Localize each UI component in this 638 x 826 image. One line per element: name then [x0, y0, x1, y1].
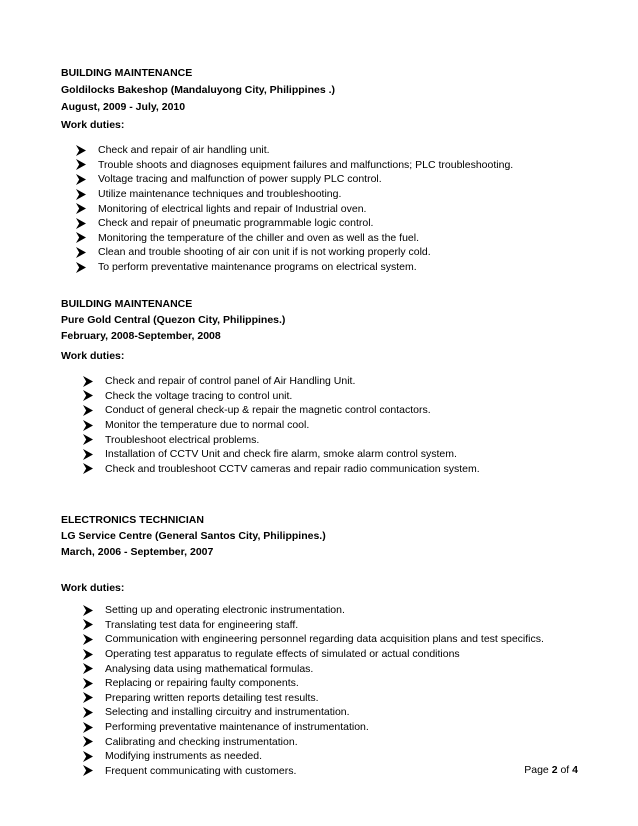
list-item	[76, 187, 513, 202]
arrow-bullet-icon	[76, 145, 98, 156]
list-item	[83, 647, 544, 662]
list-item	[83, 705, 544, 720]
list-item	[83, 418, 480, 433]
arrow-bullet-icon	[76, 174, 98, 185]
duty-text: Setting up and operating electronic instrumentation.	[105, 604, 345, 617]
arrow-bullet-icon	[76, 247, 98, 258]
list-item	[83, 403, 480, 418]
job-title: BUILDING MAINTENANCE	[61, 298, 193, 310]
arrow-bullet-icon	[76, 189, 98, 200]
duty-text: Installation of CCTV Unit and check fire alarm, smoke alarm control system.	[105, 448, 457, 461]
arrow-bullet-icon	[83, 376, 105, 387]
duty-text: Clean and trouble shooting of air con unit if is not working properly cold.	[98, 246, 431, 259]
arrow-bullet-icon	[83, 649, 105, 660]
arrow-bullet-icon	[76, 262, 98, 273]
arrow-bullet-icon	[83, 619, 105, 630]
duty-text: Conduct of general check-up & repair the magnetic control contactors.	[105, 404, 431, 417]
arrow-bullet-icon	[83, 463, 105, 474]
duty-text: Monitoring the temperature of the chiller and oven as well as the fuel.	[98, 231, 420, 244]
list-item	[76, 245, 513, 260]
arrow-bullet-icon	[83, 634, 105, 645]
list-item	[76, 143, 513, 158]
employment-period: August, 2009 - July, 2010	[61, 101, 186, 113]
employment-period: February, 2008-September, 2008	[61, 330, 221, 342]
section-2-header	[61, 297, 285, 343]
duty-text: Selecting and installing circuitry and instrumentation.	[105, 706, 350, 719]
employment-period: March, 2006 - September, 2007	[61, 546, 214, 558]
arrow-bullet-icon	[83, 692, 105, 703]
arrow-bullet-icon	[83, 736, 105, 747]
list-item	[83, 632, 544, 647]
list-item	[83, 764, 544, 779]
total-pages: 4	[572, 764, 578, 776]
work-duties-label: Work duties:	[61, 119, 125, 131]
duty-text: Voltage tracing and malfunction of power supply PLC control.	[98, 173, 382, 186]
job-title: ELECTRONICS TECHNICIAN	[61, 514, 204, 526]
duty-text: Check and repair of pneumatic programmable logic control.	[98, 217, 374, 230]
work-duties-label: Work duties:	[61, 582, 125, 594]
duty-text: Operating test apparatus to regulate effects of simulated or actual conditions	[105, 648, 460, 661]
duty-text: Communication with engineering personnel regarding data acquisition plans and test specifics.	[105, 633, 544, 646]
duty-text: Check and repair of control panel of Air Handling Unit.	[105, 375, 356, 388]
list-item	[83, 720, 544, 735]
work-duties-label: Work duties:	[61, 350, 125, 362]
list-item	[83, 691, 544, 706]
job-title: BUILDING MAINTENANCE	[61, 67, 193, 79]
duty-text: Calibrating and checking instrumentation.	[105, 735, 298, 748]
list-item	[83, 462, 480, 477]
company-name: LG Service Centre (General Santos City, Philippines.)	[61, 530, 326, 542]
arrow-bullet-icon	[83, 605, 105, 616]
duties-list	[76, 143, 513, 274]
duty-text: Frequent communicating with customers.	[105, 764, 297, 777]
list-item	[76, 201, 513, 216]
of-label: of	[560, 764, 570, 776]
arrow-bullet-icon	[76, 159, 98, 170]
list-item	[76, 216, 513, 231]
list-item	[83, 749, 544, 764]
duties-list	[83, 374, 480, 476]
duty-text: Preparing written reports detailing test results.	[105, 691, 319, 704]
duty-text: Trouble shoots and diagnoses equipment failures and malfunctions; PLC troubleshooting.	[98, 158, 514, 171]
duty-text: Troubleshoot electrical problems.	[105, 433, 260, 446]
duty-text: Check and repair of air handling unit.	[98, 144, 270, 157]
duty-text: Translating test data for engineering staff.	[105, 618, 299, 631]
arrow-bullet-icon	[83, 434, 105, 445]
list-item	[83, 734, 544, 749]
duty-text: Check and troubleshoot CCTV cameras and repair radio communication system.	[105, 462, 480, 475]
list-item	[83, 389, 480, 404]
duty-text: Monitor the temperature due to normal cool.	[105, 419, 310, 432]
duty-text: Monitoring of electrical lights and repair of Industrial oven.	[98, 202, 367, 215]
page-label: Page	[524, 764, 549, 776]
list-item	[83, 603, 544, 618]
list-item	[83, 447, 480, 462]
arrow-bullet-icon	[83, 765, 105, 776]
arrow-bullet-icon	[83, 405, 105, 416]
list-item	[76, 260, 513, 275]
arrow-bullet-icon	[83, 707, 105, 718]
arrow-bullet-icon	[83, 663, 105, 674]
current-page: 2	[551, 764, 558, 776]
list-item	[83, 432, 480, 447]
arrow-bullet-icon	[83, 722, 105, 733]
list-item	[76, 172, 513, 187]
section-3-header	[61, 513, 326, 559]
list-item	[76, 231, 513, 246]
company-name: Pure Gold Central (Quezon City, Philippines.)	[61, 314, 286, 326]
arrow-bullet-icon	[76, 218, 98, 229]
duty-text: Check the voltage tracing to control unit.	[105, 389, 293, 402]
duty-text: Replacing or repairing faulty components.	[105, 677, 299, 690]
list-item	[83, 618, 544, 633]
arrow-bullet-icon	[83, 420, 105, 431]
list-item	[83, 676, 544, 691]
duty-text: Analysing data using mathematical formulas.	[105, 662, 314, 675]
list-item	[83, 661, 544, 676]
duties-list	[83, 603, 544, 778]
page-number	[524, 764, 578, 776]
company-name: Goldilocks Bakeshop (Mandaluyong City, Philippines .)	[61, 84, 336, 96]
duty-text: To perform preventative maintenance programs on electrical system.	[98, 261, 417, 274]
duty-text: Utilize maintenance techniques and troubleshooting.	[98, 188, 342, 201]
list-item	[83, 374, 480, 389]
list-item	[76, 158, 513, 173]
arrow-bullet-icon	[83, 390, 105, 401]
duty-text: Performing preventative maintenance of instrumentation.	[105, 721, 369, 734]
arrow-bullet-icon	[76, 203, 98, 214]
duty-text: Modifying instruments as needed.	[105, 750, 263, 763]
section-1-header	[61, 66, 335, 114]
arrow-bullet-icon	[83, 449, 105, 460]
arrow-bullet-icon	[76, 232, 98, 243]
arrow-bullet-icon	[83, 751, 105, 762]
arrow-bullet-icon	[83, 678, 105, 689]
